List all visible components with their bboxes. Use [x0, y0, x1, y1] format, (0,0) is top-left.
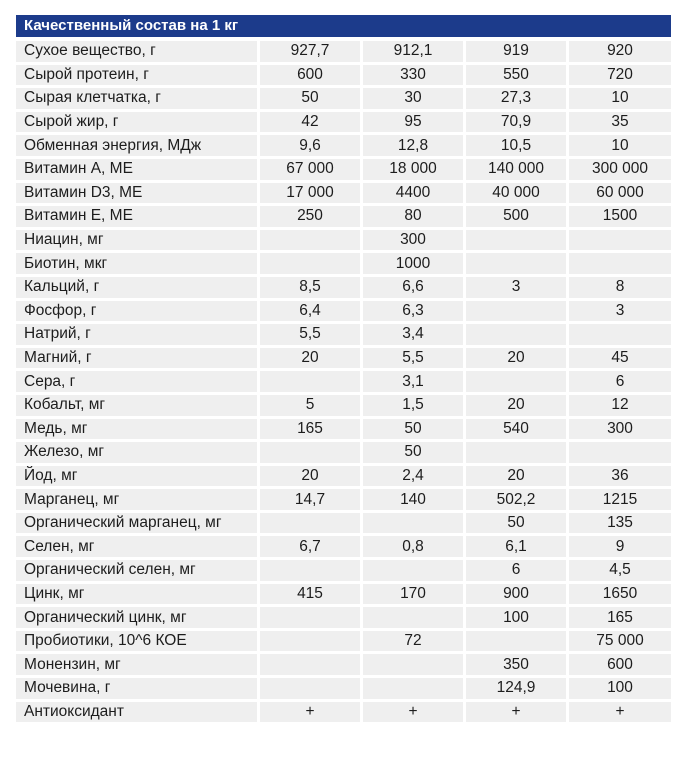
cell-value [260, 513, 363, 537]
cell-value [260, 631, 363, 655]
row-label: Сырая клетчатка, г [16, 88, 260, 112]
composition-table-container [16, 15, 671, 725]
table-row [16, 348, 671, 372]
cell-value: 330 [363, 65, 466, 89]
cell-value: 124,9 [466, 678, 569, 702]
cell-value: 4400 [363, 183, 466, 207]
cell-value: 3 [466, 277, 569, 301]
cell-value: 20 [466, 348, 569, 372]
cell-value: 8,5 [260, 277, 363, 301]
table-row [16, 607, 671, 631]
cell-value: 6,3 [363, 301, 466, 325]
cell-value: 2,4 [363, 466, 466, 490]
row-label: Органический селен, мг [16, 560, 260, 584]
cell-value: 20 [466, 466, 569, 490]
cell-value: 40 000 [466, 183, 569, 207]
cell-value: 540 [466, 419, 569, 443]
table-row [16, 253, 671, 277]
cell-value [466, 442, 569, 466]
cell-value: 1500 [569, 206, 671, 230]
cell-value: 27,3 [466, 88, 569, 112]
cell-value: 350 [466, 654, 569, 678]
table-row [16, 206, 671, 230]
cell-value [260, 442, 363, 466]
table-row [16, 183, 671, 207]
row-label: Селен, мг [16, 536, 260, 560]
cell-value [569, 230, 671, 254]
row-label: Органический марганец, мг [16, 513, 260, 537]
table-row [16, 324, 671, 348]
cell-value: 42 [260, 112, 363, 136]
cell-value [363, 513, 466, 537]
cell-value: 50 [363, 442, 466, 466]
row-label: Мочевина, г [16, 678, 260, 702]
cell-value [466, 324, 569, 348]
cell-value: 100 [466, 607, 569, 631]
cell-value: 135 [569, 513, 671, 537]
cell-value: 6 [466, 560, 569, 584]
cell-value: 45 [569, 348, 671, 372]
cell-value [569, 253, 671, 277]
cell-value: 927,7 [260, 41, 363, 65]
cell-value [260, 230, 363, 254]
row-label: Цинк, мг [16, 584, 260, 608]
cell-value [363, 607, 466, 631]
cell-value: 1215 [569, 489, 671, 513]
cell-value: 0,8 [363, 536, 466, 560]
cell-value: 8 [569, 277, 671, 301]
cell-value: 12 [569, 395, 671, 419]
cell-value [466, 301, 569, 325]
table-row [16, 371, 671, 395]
cell-value: 250 [260, 206, 363, 230]
table-row [16, 702, 671, 726]
cell-value [363, 560, 466, 584]
table-row [16, 277, 671, 301]
table-row [16, 395, 671, 419]
row-label: Витамин D3, МЕ [16, 183, 260, 207]
cell-value: 80 [363, 206, 466, 230]
row-label: Витамин Е, МЕ [16, 206, 260, 230]
cell-value: 600 [260, 65, 363, 89]
cell-value: 20 [260, 348, 363, 372]
cell-value [260, 253, 363, 277]
cell-value: 20 [260, 466, 363, 490]
row-label: Натрий, г [16, 324, 260, 348]
table-row [16, 466, 671, 490]
cell-value: 30 [363, 88, 466, 112]
cell-value: 36 [569, 466, 671, 490]
table-row [16, 631, 671, 655]
row-label: Биотин, мкг [16, 253, 260, 277]
cell-value [466, 371, 569, 395]
cell-value: 67 000 [260, 159, 363, 183]
cell-value: 50 [466, 513, 569, 537]
cell-value: 6,1 [466, 536, 569, 560]
cell-value: 3,1 [363, 371, 466, 395]
cell-value: 10,5 [466, 135, 569, 159]
cell-value: 1,5 [363, 395, 466, 419]
cell-value: 300 [569, 419, 671, 443]
cell-value: 5 [260, 395, 363, 419]
cell-value: 300 000 [569, 159, 671, 183]
table-row [16, 442, 671, 466]
row-label: Сырой протеин, г [16, 65, 260, 89]
row-label: Пробиотики, 10^6 КОЕ [16, 631, 260, 655]
cell-value: 912,1 [363, 41, 466, 65]
cell-value: 75 000 [569, 631, 671, 655]
row-label: Сухое вещество, г [16, 41, 260, 65]
table-row [16, 513, 671, 537]
cell-value: 550 [466, 65, 569, 89]
cell-value: + [466, 702, 569, 726]
cell-value: + [569, 702, 671, 726]
cell-value: 72 [363, 631, 466, 655]
cell-value: 6 [569, 371, 671, 395]
cell-value: 140 000 [466, 159, 569, 183]
row-label: Витамин А, МЕ [16, 159, 260, 183]
cell-value: 5,5 [363, 348, 466, 372]
row-label: Ниацин, мг [16, 230, 260, 254]
cell-value: 14,7 [260, 489, 363, 513]
cell-value: 140 [363, 489, 466, 513]
table-row [16, 584, 671, 608]
cell-value [466, 631, 569, 655]
table-row [16, 301, 671, 325]
cell-value: 35 [569, 112, 671, 136]
table-row [16, 41, 671, 65]
table-row [16, 560, 671, 584]
cell-value: 12,8 [363, 135, 466, 159]
table-row [16, 419, 671, 443]
cell-value: 9 [569, 536, 671, 560]
cell-value [260, 607, 363, 631]
cell-value [260, 371, 363, 395]
cell-value: 500 [466, 206, 569, 230]
cell-value [466, 253, 569, 277]
composition-table [16, 41, 671, 725]
cell-value: 5,5 [260, 324, 363, 348]
cell-value [569, 442, 671, 466]
row-label: Йод, мг [16, 466, 260, 490]
cell-value [569, 324, 671, 348]
row-label: Обменная энергия, МДж [16, 135, 260, 159]
cell-value: 300 [363, 230, 466, 254]
cell-value: 100 [569, 678, 671, 702]
table-row [16, 654, 671, 678]
row-label: Медь, мг [16, 419, 260, 443]
cell-value: 3 [569, 301, 671, 325]
table-row [16, 536, 671, 560]
cell-value: 3,4 [363, 324, 466, 348]
cell-value: 1000 [363, 253, 466, 277]
cell-value: 95 [363, 112, 466, 136]
cell-value: 50 [363, 419, 466, 443]
row-label: Антиоксидант [16, 702, 260, 726]
row-label: Марганец, мг [16, 489, 260, 513]
cell-value [466, 230, 569, 254]
cell-value [363, 654, 466, 678]
cell-value: 165 [260, 419, 363, 443]
cell-value: + [363, 702, 466, 726]
row-label: Сера, г [16, 371, 260, 395]
cell-value: 6,7 [260, 536, 363, 560]
cell-value: 10 [569, 88, 671, 112]
row-label: Магний, г [16, 348, 260, 372]
cell-value: 600 [569, 654, 671, 678]
table-row [16, 135, 671, 159]
table-body [16, 41, 671, 725]
row-label: Кальций, г [16, 277, 260, 301]
cell-value [260, 560, 363, 584]
cell-value: 920 [569, 41, 671, 65]
row-label: Фосфор, г [16, 301, 260, 325]
cell-value [363, 678, 466, 702]
table-row [16, 112, 671, 136]
cell-value: 720 [569, 65, 671, 89]
cell-value: 17 000 [260, 183, 363, 207]
cell-value: 170 [363, 584, 466, 608]
cell-value: 50 [260, 88, 363, 112]
cell-value: 4,5 [569, 560, 671, 584]
table-row [16, 230, 671, 254]
row-label: Железо, мг [16, 442, 260, 466]
row-label: Кобальт, мг [16, 395, 260, 419]
cell-value: 6,6 [363, 277, 466, 301]
cell-value: 10 [569, 135, 671, 159]
table-row [16, 489, 671, 513]
cell-value: 1650 [569, 584, 671, 608]
cell-value: 20 [466, 395, 569, 419]
cell-value: 502,2 [466, 489, 569, 513]
cell-value: 919 [466, 41, 569, 65]
row-label: Монензин, мг [16, 654, 260, 678]
cell-value: 415 [260, 584, 363, 608]
cell-value: + [260, 702, 363, 726]
cell-value: 900 [466, 584, 569, 608]
table-row [16, 678, 671, 702]
table-title: Качественный состав на 1 кг [16, 15, 671, 37]
row-label: Органический цинк, мг [16, 607, 260, 631]
cell-value: 165 [569, 607, 671, 631]
table-row [16, 88, 671, 112]
cell-value [260, 678, 363, 702]
cell-value: 70,9 [466, 112, 569, 136]
row-label: Сырой жир, г [16, 112, 260, 136]
cell-value: 6,4 [260, 301, 363, 325]
table-row [16, 65, 671, 89]
cell-value: 18 000 [363, 159, 466, 183]
cell-value: 60 000 [569, 183, 671, 207]
cell-value [260, 654, 363, 678]
table-row [16, 159, 671, 183]
cell-value: 9,6 [260, 135, 363, 159]
